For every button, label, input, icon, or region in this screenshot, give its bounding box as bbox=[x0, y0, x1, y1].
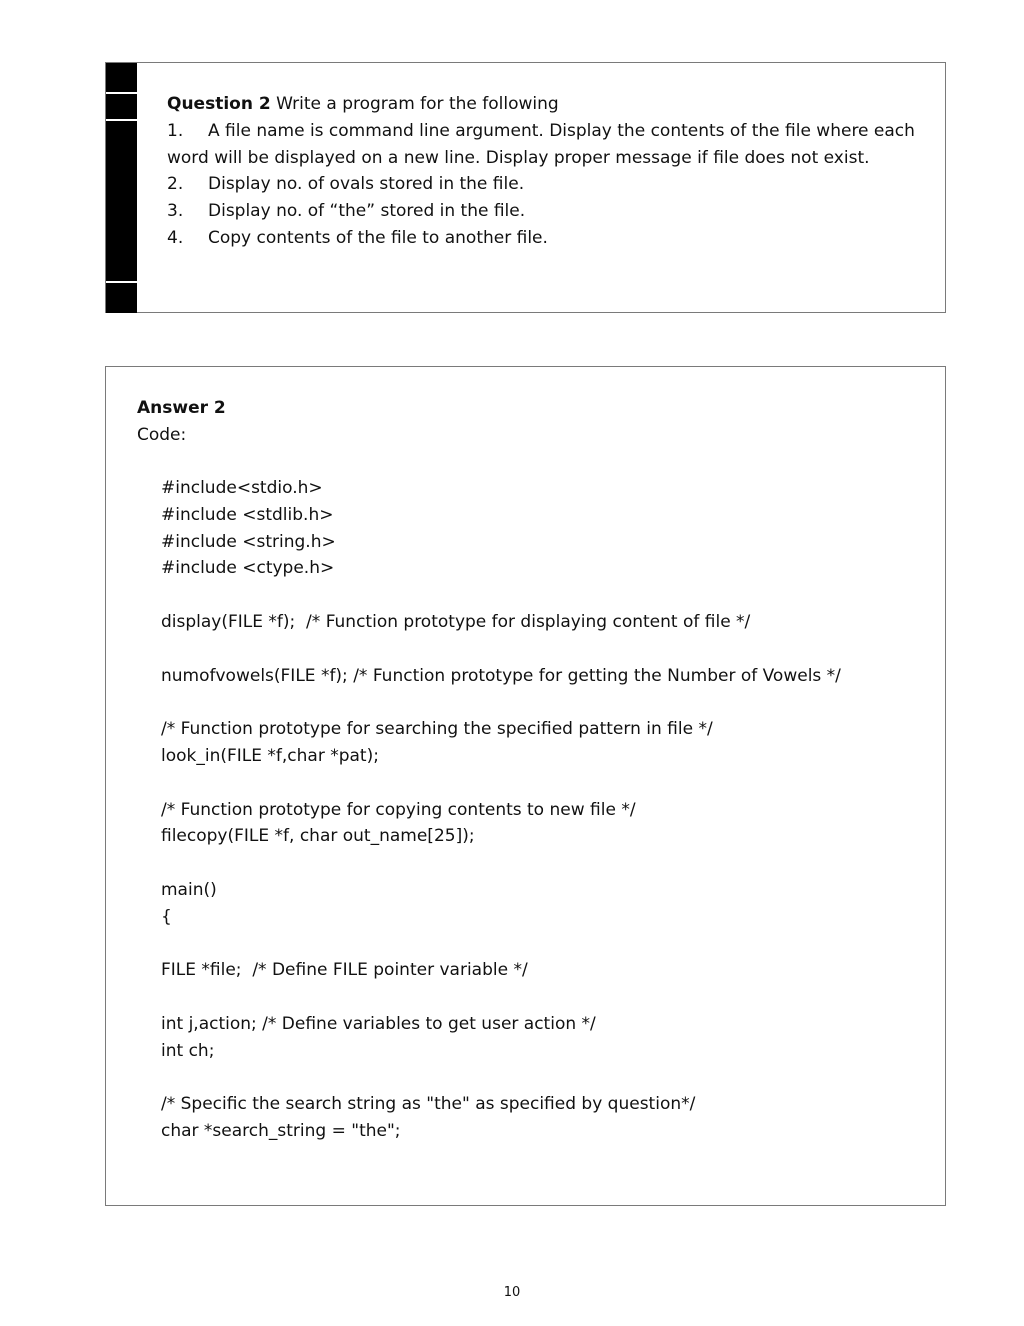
code-line: main() bbox=[161, 879, 217, 900]
question-title-line bbox=[167, 91, 919, 118]
question-item-number: 2. bbox=[167, 174, 184, 195]
code-line: FILE *file; /* Define FILE pointer variable */ bbox=[161, 960, 528, 981]
code-line bbox=[161, 689, 841, 716]
code-line: int j,action; /* Define variables to get user action */ bbox=[161, 1013, 596, 1034]
question-item-text: Display no. of ovals stored in the file. bbox=[208, 174, 525, 195]
code-label: Code: bbox=[137, 424, 187, 445]
code-line: look_in(FILE *f,char *pat); bbox=[161, 745, 379, 766]
code-line: filecopy(FILE *f, char out_name[25]); bbox=[161, 826, 475, 847]
code-line bbox=[161, 850, 841, 877]
code-line bbox=[161, 1065, 841, 1092]
code-line: /* Function prototype for copying contents to new file */ bbox=[161, 799, 636, 820]
code-line: /* Specific the search string as "the" as specified by question*/ bbox=[161, 1094, 696, 1115]
code-line: /* Function prototype for searching the specified pattern in file */ bbox=[161, 719, 713, 740]
code-line: #include <ctype.h> bbox=[161, 558, 335, 579]
code-line bbox=[161, 636, 841, 663]
question-item-number: 4. bbox=[167, 227, 184, 248]
code-line: #include <stdlib.h> bbox=[161, 504, 334, 525]
question-item-2 bbox=[167, 171, 919, 198]
code-line: int ch; bbox=[161, 1040, 215, 1061]
page-number: 10 bbox=[503, 1285, 521, 1300]
question-box bbox=[105, 62, 946, 313]
code-line: #include<stdio.h> bbox=[161, 478, 323, 498]
question-item-4 bbox=[167, 225, 919, 252]
question-item-number: 3. bbox=[167, 201, 184, 222]
question-item-text: Copy contents of the file to another file. bbox=[208, 227, 548, 248]
question-item-3 bbox=[167, 198, 919, 225]
answer-heading: Answer 2 bbox=[137, 398, 226, 418]
code-line: display(FILE *f); /* Function prototype for displaying content of file */ bbox=[161, 611, 751, 632]
code-line: numofvowels(FILE *f); /* Function prototype for getting the Number of Vowels */ bbox=[161, 665, 841, 686]
code-line bbox=[161, 984, 841, 1011]
question-heading: Question 2 bbox=[167, 94, 271, 114]
question-item-text: A file name is command line argument. Display the contents of the file where each word will be displayed on a new line. Display proper message if file does not exist. bbox=[167, 120, 915, 168]
question-side-bar bbox=[106, 63, 137, 312]
code-line: char *search_string = "the"; bbox=[161, 1121, 401, 1142]
code-line: #include <string.h> bbox=[161, 531, 336, 552]
question-item-text: Display no. of “the” stored in the file. bbox=[208, 201, 526, 222]
code-line bbox=[161, 931, 841, 958]
question-content bbox=[167, 91, 919, 252]
code-line bbox=[161, 770, 841, 797]
question-item-number: 1. bbox=[167, 120, 184, 141]
question-intro: Write a program for the following bbox=[270, 94, 559, 114]
code-line bbox=[161, 582, 841, 609]
answer-header bbox=[137, 395, 226, 449]
code-line: { bbox=[161, 906, 172, 927]
code-block bbox=[161, 475, 841, 1145]
question-item-1 bbox=[167, 118, 919, 172]
answer-box bbox=[105, 366, 946, 1206]
